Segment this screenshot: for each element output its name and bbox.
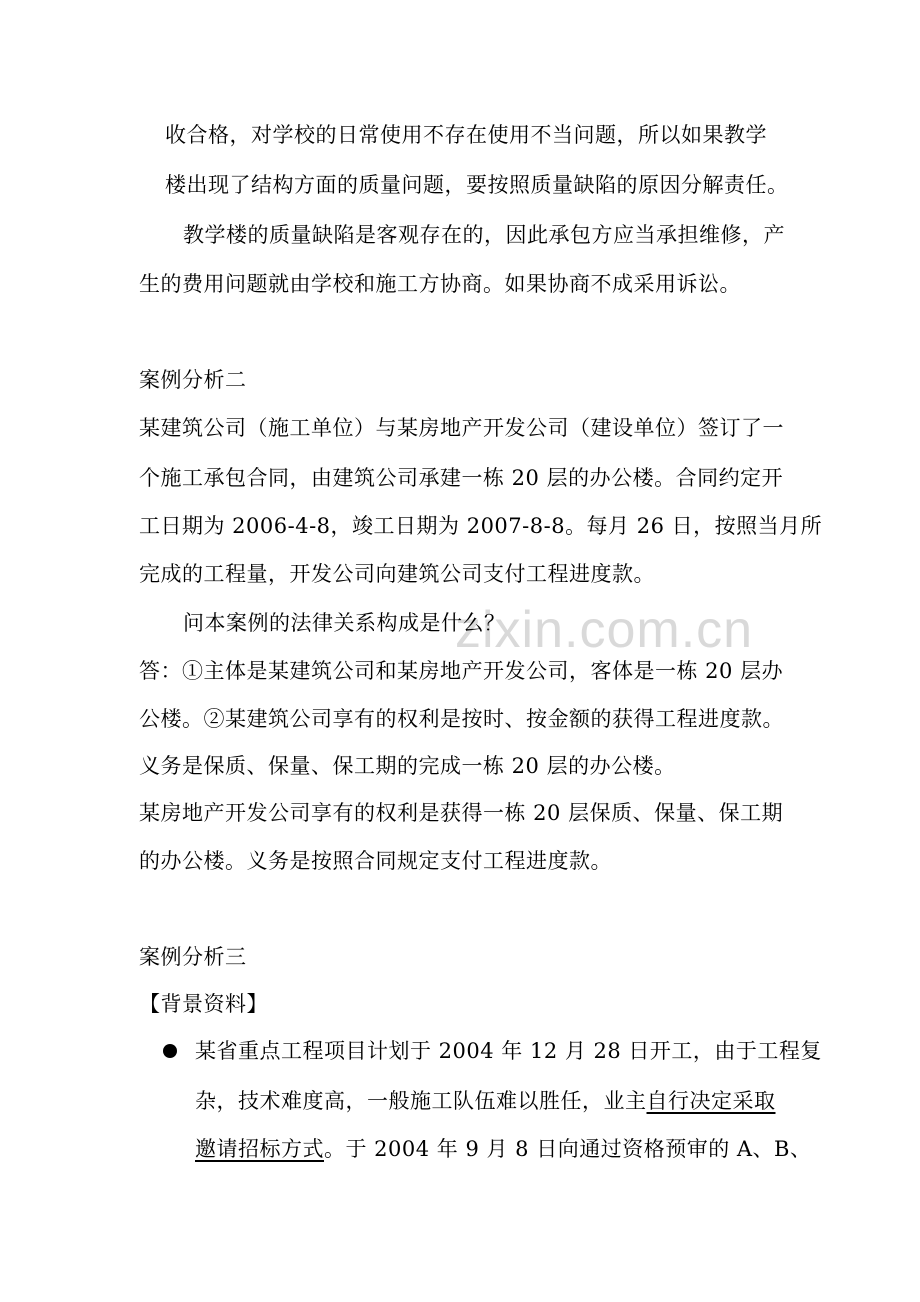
watermark: zixin.com.cn [455, 601, 754, 659]
section-title-case-2: 案例分析二 [139, 368, 247, 392]
paragraph-line: 楼出现了结构方面的质量问题，要按照质量缺陷的原因分解责任。 [165, 173, 789, 197]
paragraph-line: 完成的工程量，开发公司向建筑公司支付工程进度款。 [139, 562, 655, 586]
paragraph-line: 生的费用问题就由学校和施工方协商。如果协商不成采用诉讼。 [139, 272, 741, 296]
underlined-text: 自行决定采取 [646, 1089, 776, 1113]
background-heading: 【背景资料】 [139, 992, 268, 1016]
paragraph-line: 某建筑公司（施工单位）与某房地产开发公司（建设单位）签订了一 [139, 416, 784, 440]
answer-line: 的办公楼。义务是按照合同规定支付工程进度款。 [139, 849, 612, 873]
answer-line: 答：①主体是某建筑公司和某房地产开发公司，客体是一栋 20 层办 [139, 659, 784, 683]
bullet-line-text: 。于 2004 年 9 月 8 日向通过资格预审的 A、B、 [324, 1137, 812, 1161]
bullet-line [195, 1135, 812, 1163]
bullet-dot-icon [163, 1044, 177, 1058]
answer-line: 某房地产开发公司享有的权利是获得一栋 20 层保质、保量、保工期 [139, 801, 784, 825]
paragraph-line: 收合格，对学校的日常使用不存在使用不当问题，所以如果教学 [165, 123, 767, 147]
paragraph-line: 工日期为 2006-4-8，竣工日期为 2007-8-8。每月 26 日，按照当月所 [139, 514, 823, 538]
answer-line: 义务是保质、保量、保工期的完成一栋 20 层的办公楼。 [139, 754, 676, 778]
paragraph-line: 个施工承包合同，由建筑公司承建一栋 20 层的办公楼。合同约定开 [139, 466, 784, 490]
bullet-line-text: 杂，技术难度高，一般施工队伍难以胜任，业主 [195, 1089, 647, 1113]
answer-line: 公楼。②某建筑公司享有的权利是按时、按金额的获得工程进度款。 [139, 707, 784, 731]
bullet-line [195, 1087, 776, 1115]
underlined-text: 邀请招标方式 [195, 1137, 324, 1161]
section-title-case-3: 案例分析三 [139, 945, 247, 969]
bullet-line: 某省重点工程项目计划于 2004 年 12 月 28 日开工，由于工程复 [195, 1039, 822, 1063]
question-line: 问本案例的法律关系构成是什么？ [183, 611, 506, 635]
paragraph-line: 教学楼的质量缺陷是客观存在的，因此承包方应当承担维修，产 [183, 223, 785, 247]
